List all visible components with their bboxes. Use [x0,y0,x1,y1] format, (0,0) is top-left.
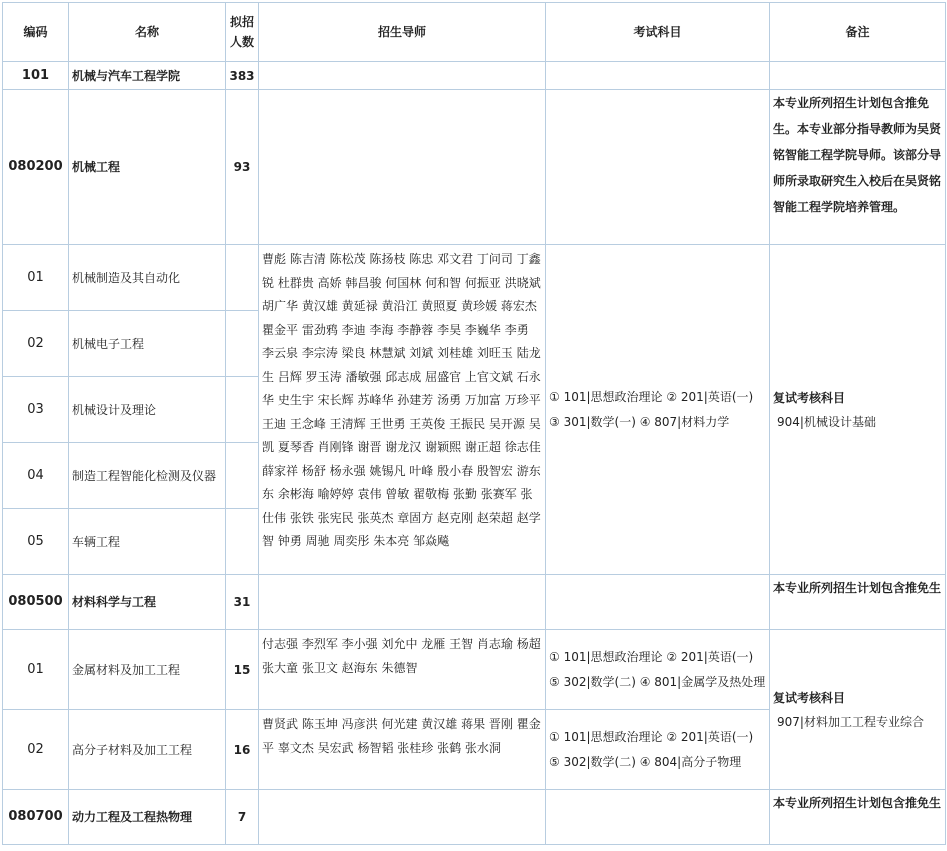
direction-code: 01 [3,630,69,710]
college-num: 383 [226,62,259,90]
header-num: 拟招人数 [226,3,259,62]
direction-code: 05 [3,509,69,575]
college-code: 101 [3,62,69,90]
exam-subjects: ① 101|思想政治理论 ② 201|英语(一) ⑤ 302|数学(二) ④ 801|金属学及热处理 [546,630,770,710]
direction-code: 03 [3,377,69,443]
major-row [3,575,946,630]
tutor-list: 曹贤武 陈玉坤 冯彦洪 何光建 黄汉雄 蒋果 晋刚 瞿金平 辜文杰 吴宏武 杨智韬 张桂珍 张鹤 张水洞 [259,710,546,790]
admission-table [2,2,946,845]
retest-subject: 907|材料加工工程专业综合 [777,714,924,729]
header-exam: 考试科目 [546,3,770,62]
major-note: 本专业所列招生计划包含推免生 [770,790,946,845]
direction-name: 机械电子工程 [69,311,226,377]
major-num: 93 [226,90,259,245]
header-tutors: 招生导师 [259,3,546,62]
header-name: 名称 [69,3,226,62]
major-row [3,90,946,245]
major-note: 本专业所列招生计划包含推免生 [770,575,946,630]
direction-code: 01 [3,245,69,311]
retest-title: 复试考核科目 [773,690,846,705]
direction-name: 制造工程智能化检测及仪器 [69,443,226,509]
retest-subject: 904|机械设计基础 [777,414,876,429]
direction-num: 15 [226,630,259,710]
major-num: 31 [226,575,259,630]
retest-title: 复试考核科目 [773,390,846,405]
direction-name: 高分子材料及加工工程 [69,710,226,790]
direction-row [3,630,946,710]
college-name: 机械与汽车工程学院 [69,62,226,90]
retest-note [770,630,946,790]
college-row [3,62,946,90]
major-code: 080700 [3,790,69,845]
major-code: 080500 [3,575,69,630]
major-num: 7 [226,790,259,845]
retest-note [770,245,946,575]
major-code: 080200 [3,90,69,245]
tutor-list: 曹彪 陈吉清 陈松茂 陈扬枝 陈忠 邓文君 丁问司 丁鑫锐 杜群贵 高娇 韩昌骏 何国林 何和智 何振亚 洪晓斌 胡广华 黄汉雄 黄延禄 黄沿江 黄照夏 黄珍媛 蒋宏杰 瞿金平 雷劲鸦 李迪 李海 李静蓉 李昊 李巍华 李勇 李云泉 李宗涛 梁良 林慧斌 刘斌 刘桂雄 刘旺玉 陆龙生 吕辉 罗玉涛 潘敏强 邱志成 屈盛官 上官文斌 石永华 史生宇 宋长辉 苏峰华 孙建芳 汤勇 万加富 万珍平 王迪 王念峰 王清辉 王世勇 王英俊 王振民 吴开源 吴凯 夏琴香 肖刚锋 谢晋 谢龙汉 谢颖熙 谢正超 徐志佳 薛家祥 杨舒 杨永强 姚锡凡 叶峰 殷小春 殷智宏 游东东 余彬海 喻婷婷 袁伟 曾敏 翟敬梅 张勤 张赛军 张仕伟 张铁 张宪民 张英杰 章固方 赵克刚 赵荣超 赵学智 钟勇 周驰 周奕彤 朱本亮 邹焱飚 [259,245,546,575]
exam-subjects: ① 101|思想政治理论 ② 201|英语(一) ⑤ 302|数学(二) ④ 804|高分子物理 [546,710,770,790]
direction-name: 金属材料及加工工程 [69,630,226,710]
direction-num: 16 [226,710,259,790]
direction-name: 机械设计及理论 [69,377,226,443]
header-row [3,3,946,62]
tutor-list: 付志强 李烈军 李小强 刘允中 龙雁 王智 肖志瑜 杨超 张大童 张卫文 赵海东 朱德智 [259,630,546,710]
header-code: 编码 [3,3,69,62]
direction-code: 02 [3,311,69,377]
exam-subjects: ① 101|思想政治理论 ② 201|英语(一) ③ 301|数学(一) ④ 807|材料力学 [546,245,770,575]
major-note: 本专业所列招生计划包含推免生。本专业部分指导教师为吴贤铭智能工程学院导师。该部分导师所录取研究生入校后在吴贤铭智能工程学院培养管理。 [770,90,946,245]
major-name: 机械工程 [69,90,226,245]
direction-code: 04 [3,443,69,509]
direction-row [3,245,946,311]
header-note: 备注 [770,3,946,62]
major-row [3,790,946,845]
direction-code: 02 [3,710,69,790]
direction-name: 机械制造及其自动化 [69,245,226,311]
direction-name: 车辆工程 [69,509,226,575]
major-name: 动力工程及工程热物理 [69,790,226,845]
major-name: 材料科学与工程 [69,575,226,630]
